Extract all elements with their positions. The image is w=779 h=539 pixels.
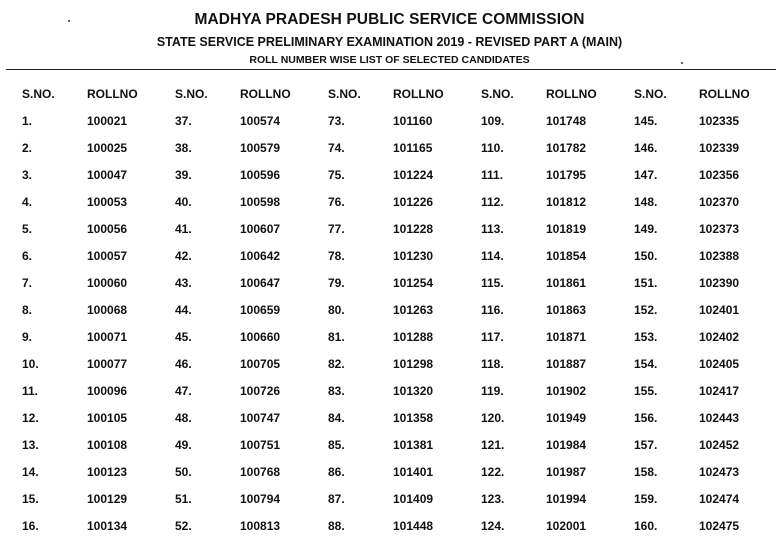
serial-number-cell: 83. <box>328 383 345 398</box>
roll-number-cell: 101401 <box>393 464 434 479</box>
roll-number-cell: 101987 <box>546 464 587 479</box>
roll-number-cell: 101863 <box>546 302 587 317</box>
serial-number-cell: 51. <box>175 491 192 506</box>
roll-number-cell: 101320 <box>393 383 434 398</box>
roll-number-cell: 101358 <box>393 410 434 425</box>
table-row <box>0 512 779 539</box>
roll-number-cell: 101160 <box>393 113 433 128</box>
roll-number-cell: 102356 <box>699 167 740 182</box>
serial-number-cell: 155. <box>634 383 658 398</box>
roll-number-cell: 100096 <box>87 383 128 398</box>
serial-number-cell: 75. <box>328 167 345 182</box>
selected-candidates-table <box>0 80 779 539</box>
roll-number-cell: 101224 <box>393 167 434 182</box>
roll-number-cell: 102339 <box>699 140 740 155</box>
roll-number-cell: 100068 <box>87 302 128 317</box>
column-header-sno: S.NO. <box>22 86 55 101</box>
table-margin <box>0 188 22 215</box>
table-row <box>0 161 779 188</box>
roll-number-cell: 100794 <box>240 491 281 506</box>
roll-number-cell: 101887 <box>546 356 587 371</box>
serial-number-cell: 1. <box>22 113 33 128</box>
serial-number-cell: 159. <box>634 491 658 506</box>
serial-number-cell: 6. <box>22 248 33 263</box>
roll-number-cell: 100647 <box>240 275 281 290</box>
column-header-rollno: ROLLNO <box>393 86 444 101</box>
roll-number-cell: 100123 <box>87 464 128 479</box>
serial-number-cell: 120. <box>481 410 505 425</box>
roll-number-cell: 100060 <box>87 275 128 290</box>
serial-number-cell: 151. <box>634 275 658 290</box>
serial-number-cell: 52. <box>175 518 192 533</box>
serial-number-cell: 80. <box>328 302 345 317</box>
serial-number-cell: 73. <box>328 113 345 128</box>
serial-number-cell: 37. <box>175 113 192 128</box>
roll-number-cell: 101298 <box>393 356 434 371</box>
table-row <box>0 242 779 269</box>
roll-number-cell: 100751 <box>240 437 281 452</box>
serial-number-cell: 150. <box>634 248 658 263</box>
table-margin <box>0 350 22 377</box>
column-header-sno: S.NO. <box>634 86 667 101</box>
serial-number-cell: 153. <box>634 329 658 344</box>
serial-number-cell: 16. <box>22 518 39 533</box>
serial-number-cell: 41. <box>175 221 192 236</box>
roll-number-cell: 101782 <box>546 140 587 155</box>
serial-number-cell: 5. <box>22 221 33 236</box>
roll-number-cell: 101812 <box>546 194 587 209</box>
table-row <box>0 431 779 458</box>
exam-title: STATE SERVICE PRELIMINARY EXAMINATION 2019 - REVISED PART A (MAIN) <box>156 35 623 49</box>
scan-speck <box>681 62 683 64</box>
serial-number-cell: 118. <box>481 356 504 371</box>
roll-number-cell: 100660 <box>240 329 281 344</box>
roll-number-cell: 102373 <box>699 221 740 236</box>
serial-number-cell: 148. <box>634 194 658 209</box>
serial-number-cell: 2. <box>22 140 33 155</box>
table-row <box>0 377 779 404</box>
table-margin <box>0 161 22 188</box>
column-header-rollno: ROLLNO <box>87 86 138 101</box>
roll-number-cell: 100105 <box>87 410 128 425</box>
serial-number-cell: 11. <box>22 383 39 398</box>
table-margin <box>0 377 22 404</box>
roll-number-cell: 101228 <box>393 221 434 236</box>
roll-number-cell: 100056 <box>87 221 128 236</box>
serial-number-cell: 84. <box>328 410 345 425</box>
roll-number-cell: 100579 <box>240 140 281 155</box>
roll-number-cell: 101448 <box>393 518 434 533</box>
serial-number-cell: 14. <box>22 464 39 479</box>
table-margin <box>0 404 22 431</box>
serial-number-cell: 160. <box>634 518 658 533</box>
roll-number-cell: 101748 <box>546 113 587 128</box>
roll-number-cell: 100642 <box>240 248 281 263</box>
column-header-rollno: ROLLNO <box>699 86 750 101</box>
roll-number-cell: 100726 <box>240 383 281 398</box>
table-row <box>0 188 779 215</box>
serial-number-cell: 114. <box>481 248 504 263</box>
header-rule <box>6 69 776 70</box>
table-row <box>0 458 779 485</box>
serial-number-cell: 109. <box>481 113 505 128</box>
roll-number-cell: 100071 <box>87 329 128 344</box>
serial-number-cell: 111. <box>481 167 504 182</box>
roll-number-cell: 100596 <box>240 167 281 182</box>
roll-number-cell: 102473 <box>699 464 740 479</box>
serial-number-cell: 13. <box>22 437 39 452</box>
table-row <box>0 323 779 350</box>
serial-number-cell: 146. <box>634 140 658 155</box>
list-title: ROLL NUMBER WISE LIST OF SELECTED CANDIDATES <box>249 54 530 66</box>
roll-number-cell: 101949 <box>546 410 587 425</box>
serial-number-cell: 119. <box>481 383 504 398</box>
serial-number-cell: 121. <box>481 437 505 452</box>
table-row <box>0 485 779 512</box>
roll-number-cell: 101381 <box>393 437 434 452</box>
roll-number-cell: 102443 <box>699 410 740 425</box>
serial-number-cell: 158. <box>634 464 658 479</box>
roll-number-cell: 100134 <box>87 518 128 533</box>
serial-number-cell: 42. <box>175 248 192 263</box>
scan-speck <box>68 20 70 22</box>
serial-number-cell: 44. <box>175 302 192 317</box>
table-row <box>0 215 779 242</box>
serial-number-cell: 8. <box>22 302 33 317</box>
roll-number-cell: 101409 <box>393 491 434 506</box>
roll-number-cell: 102388 <box>699 248 740 263</box>
roll-number-cell: 100659 <box>240 302 281 317</box>
roll-number-cell: 102452 <box>699 437 740 452</box>
table-margin <box>0 431 22 458</box>
serial-number-cell: 112. <box>481 194 504 209</box>
roll-number-cell: 100047 <box>87 167 128 182</box>
roll-number-cell: 101165 <box>393 140 433 155</box>
table-margin <box>0 512 22 539</box>
roll-number-cell: 100607 <box>240 221 281 236</box>
serial-number-cell: 81. <box>328 329 345 344</box>
serial-number-cell: 123. <box>481 491 505 506</box>
serial-number-cell: 124. <box>481 518 505 533</box>
roll-number-cell: 101861 <box>546 275 587 290</box>
roll-number-cell: 100053 <box>87 194 128 209</box>
roll-number-cell: 102370 <box>699 194 740 209</box>
serial-number-cell: 3. <box>22 167 33 182</box>
table-row <box>0 350 779 377</box>
roll-number-cell: 102335 <box>699 113 740 128</box>
roll-number-cell: 102402 <box>699 329 740 344</box>
serial-number-cell: 145. <box>634 113 658 128</box>
table-row <box>0 404 779 431</box>
table-margin <box>0 485 22 512</box>
roll-number-cell: 102417 <box>699 383 740 398</box>
serial-number-cell: 4. <box>22 194 33 209</box>
roll-number-cell: 102401 <box>699 302 740 317</box>
roll-number-cell: 100747 <box>240 410 281 425</box>
serial-number-cell: 47. <box>175 383 192 398</box>
serial-number-cell: 117. <box>481 329 504 344</box>
serial-number-cell: 122. <box>481 464 505 479</box>
roll-number-cell: 102405 <box>699 356 740 371</box>
table-margin <box>0 215 22 242</box>
serial-number-cell: 10. <box>22 356 39 371</box>
table-row <box>0 269 779 296</box>
serial-number-cell: 40. <box>175 194 192 209</box>
roll-number-cell: 101226 <box>393 194 434 209</box>
roll-number-cell: 100705 <box>240 356 281 371</box>
serial-number-cell: 86. <box>328 464 345 479</box>
serial-number-cell: 38. <box>175 140 192 155</box>
serial-number-cell: 154. <box>634 356 658 371</box>
column-header-rollno: ROLLNO <box>240 86 291 101</box>
roll-number-cell: 101819 <box>546 221 587 236</box>
serial-number-cell: 46. <box>175 356 192 371</box>
serial-number-cell: 116. <box>481 302 504 317</box>
roll-number-cell: 100025 <box>87 140 128 155</box>
serial-number-cell: 149. <box>634 221 658 236</box>
serial-number-cell: 39. <box>175 167 192 182</box>
roll-number-cell: 100768 <box>240 464 281 479</box>
serial-number-cell: 115. <box>481 275 504 290</box>
roll-number-cell: 101994 <box>546 491 587 506</box>
serial-number-cell: 15. <box>22 491 39 506</box>
table-margin <box>0 296 22 323</box>
serial-number-cell: 78. <box>328 248 345 263</box>
roll-number-cell: 100077 <box>87 356 128 371</box>
table-row <box>0 134 779 161</box>
table-margin <box>0 242 22 269</box>
roll-number-cell: 102474 <box>699 491 740 506</box>
roll-number-cell: 100021 <box>87 113 128 128</box>
table-header-row <box>0 80 779 107</box>
roll-number-cell: 101263 <box>393 302 434 317</box>
serial-number-cell: 9. <box>22 329 33 344</box>
serial-number-cell: 7. <box>22 275 33 290</box>
roll-number-cell: 101230 <box>393 248 434 263</box>
serial-number-cell: 152. <box>634 302 658 317</box>
roll-number-cell: 100574 <box>240 113 281 128</box>
table-row <box>0 107 779 134</box>
serial-number-cell: 147. <box>634 167 658 182</box>
roll-number-cell: 102475 <box>699 518 740 533</box>
serial-number-cell: 43. <box>175 275 192 290</box>
table-margin <box>0 269 22 296</box>
serial-number-cell: 12. <box>22 410 39 425</box>
column-header-sno: S.NO. <box>175 86 208 101</box>
column-header-sno: S.NO. <box>481 86 514 101</box>
roll-number-cell: 101795 <box>546 167 587 182</box>
serial-number-cell: 88. <box>328 518 345 533</box>
serial-number-cell: 82. <box>328 356 345 371</box>
serial-number-cell: 74. <box>328 140 345 155</box>
serial-number-cell: 113. <box>481 221 504 236</box>
roll-number-cell: 101288 <box>393 329 434 344</box>
serial-number-cell: 48. <box>175 410 192 425</box>
roll-number-cell: 100108 <box>87 437 128 452</box>
serial-number-cell: 49. <box>175 437 192 452</box>
serial-number-cell: 110. <box>481 140 504 155</box>
roll-number-cell: 102390 <box>699 275 740 290</box>
roll-number-cell: 102001 <box>546 518 587 533</box>
serial-number-cell: 77. <box>328 221 345 236</box>
table-margin <box>0 134 22 161</box>
table-margin <box>0 458 22 485</box>
serial-number-cell: 79. <box>328 275 345 290</box>
roll-number-cell: 101984 <box>546 437 587 452</box>
serial-number-cell: 87. <box>328 491 345 506</box>
table-margin <box>0 80 22 107</box>
serial-number-cell: 45. <box>175 329 192 344</box>
roll-number-cell: 100057 <box>87 248 128 263</box>
roll-number-cell: 101854 <box>546 248 587 263</box>
table-row <box>0 296 779 323</box>
serial-number-cell: 85. <box>328 437 345 452</box>
table-body <box>0 107 779 539</box>
table-margin <box>0 107 22 134</box>
serial-number-cell: 157. <box>634 437 658 452</box>
commission-title: MADHYA PRADESH PUBLIC SERVICE COMMISSION <box>194 11 585 28</box>
column-header-sno: S.NO. <box>328 86 361 101</box>
serial-number-cell: 76. <box>328 194 345 209</box>
column-header-rollno: ROLLNO <box>546 86 597 101</box>
roll-number-cell: 101871 <box>546 329 587 344</box>
serial-number-cell: 156. <box>634 410 658 425</box>
roll-number-cell: 101902 <box>546 383 587 398</box>
roll-number-cell: 100813 <box>240 518 281 533</box>
roll-number-cell: 100129 <box>87 491 128 506</box>
roll-number-cell: 101254 <box>393 275 434 290</box>
roll-number-cell: 100598 <box>240 194 281 209</box>
serial-number-cell: 50. <box>175 464 192 479</box>
table-margin <box>0 323 22 350</box>
